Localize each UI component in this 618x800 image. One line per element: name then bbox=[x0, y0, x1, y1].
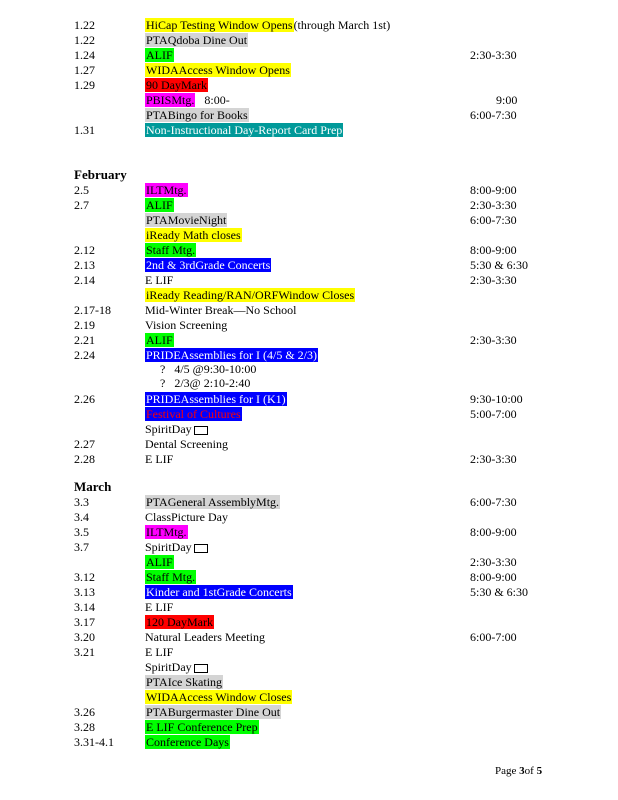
event-date: 2.21 bbox=[74, 333, 95, 347]
event-date: 2.5 bbox=[74, 183, 89, 197]
event-title: ClassPicture Day bbox=[145, 510, 228, 524]
event-title: ALIF bbox=[146, 555, 173, 569]
event-title: PBISMtg. bbox=[146, 93, 195, 107]
event-date: 3.31-4.1 bbox=[74, 735, 114, 749]
month-heading: February bbox=[74, 167, 127, 182]
calendar-row bbox=[0, 33, 618, 48]
calendar-row bbox=[0, 348, 618, 363]
event-date: 3.5 bbox=[74, 525, 89, 539]
calendar-row bbox=[0, 525, 618, 540]
page-number bbox=[495, 765, 542, 777]
event-title: HiCap Testing Window Opens bbox=[146, 18, 293, 32]
calendar-row bbox=[0, 555, 618, 570]
event-date: 2.24 bbox=[74, 348, 95, 362]
calendar-row bbox=[0, 510, 618, 525]
event-title: Vision Screening bbox=[145, 318, 228, 332]
calendar-row bbox=[0, 318, 618, 333]
calendar-row bbox=[0, 407, 618, 422]
event-time: 6:00-7:30 bbox=[470, 108, 517, 122]
event-title: SpiritDay bbox=[145, 422, 192, 436]
event-time: 9:30-10:00 bbox=[470, 392, 523, 406]
event-time: 8:00-9:00 bbox=[470, 183, 517, 197]
event-time: 2:30-3:30 bbox=[470, 452, 517, 466]
event-date: 3.26 bbox=[74, 705, 95, 719]
calendar-row bbox=[0, 362, 618, 377]
calendar-row bbox=[0, 675, 618, 690]
event-title: E LIF Conference Prep bbox=[146, 720, 258, 734]
event-title: ALIF bbox=[146, 198, 173, 212]
calendar-row bbox=[0, 183, 618, 198]
event-date: 1.31 bbox=[74, 123, 95, 137]
event-time: 6:00-7:30 bbox=[470, 495, 517, 509]
event-title: PTAMovieNight bbox=[146, 213, 227, 227]
month-heading: March bbox=[74, 479, 112, 494]
event-title: SpiritDay bbox=[145, 540, 192, 554]
calendar-row bbox=[0, 48, 618, 63]
event-time: 2:30-3:30 bbox=[470, 48, 517, 62]
event-title: Kinder and 1stGrade Concerts bbox=[146, 585, 292, 599]
calendar-row bbox=[0, 392, 618, 407]
event-date: 1.22 bbox=[74, 18, 95, 32]
event-date: 3.4 bbox=[74, 510, 89, 524]
event-title: E LIF bbox=[145, 273, 174, 287]
event-time: 9:00 bbox=[496, 93, 518, 107]
event-title: E LIF bbox=[145, 645, 174, 659]
calendar-row bbox=[0, 333, 618, 348]
page-label: Page bbox=[495, 765, 520, 777]
event-title: PRIDEAssemblies for I (K1) bbox=[146, 392, 286, 406]
event-date: 2.27 bbox=[74, 437, 95, 451]
calendar-row bbox=[0, 690, 618, 705]
event-date: 2.12 bbox=[74, 243, 95, 257]
event-title: ILTMtg. bbox=[146, 525, 187, 539]
event-title: WIDAAccess Window Closes bbox=[146, 690, 292, 704]
event-date: 2.7 bbox=[74, 198, 89, 212]
bullet-item: ? 2/3@ 2:10-2:40 bbox=[160, 376, 251, 390]
event-date: 2.14 bbox=[74, 273, 95, 287]
calendar-row bbox=[0, 123, 618, 138]
box-icon bbox=[194, 664, 208, 673]
calendar-row bbox=[0, 422, 618, 437]
calendar-row bbox=[0, 570, 618, 585]
event-time: 5:30 & 6:30 bbox=[470, 258, 529, 272]
event-date: 1.27 bbox=[74, 63, 95, 77]
calendar-row bbox=[0, 18, 618, 33]
calendar-row bbox=[0, 495, 618, 510]
calendar-row bbox=[0, 273, 618, 288]
calendar-row bbox=[0, 288, 618, 303]
calendar-row bbox=[0, 615, 618, 630]
calendar-row bbox=[0, 660, 618, 675]
event-title: E LIF bbox=[145, 600, 174, 614]
event-date: 3.28 bbox=[74, 720, 95, 734]
calendar-row bbox=[0, 258, 618, 273]
event-time: 8:00-9:00 bbox=[470, 525, 517, 539]
event-title: PTAQdoba Dine Out bbox=[146, 33, 248, 47]
event-date: 3.12 bbox=[74, 570, 95, 584]
event-note: 8:00- bbox=[195, 93, 230, 107]
event-time: 2:30-3:30 bbox=[470, 555, 517, 569]
event-title: Dental Screening bbox=[145, 437, 228, 451]
event-title: PTAIce Skating bbox=[146, 675, 223, 689]
box-icon bbox=[194, 544, 208, 553]
current-page: 3 bbox=[519, 765, 525, 777]
calendar-row bbox=[0, 705, 618, 720]
calendar-row bbox=[0, 452, 618, 467]
calendar-row bbox=[0, 108, 618, 123]
calendar-row bbox=[0, 600, 618, 615]
calendar-row bbox=[0, 303, 618, 318]
event-time: 2:30-3:30 bbox=[470, 198, 517, 212]
event-date: 2.13 bbox=[74, 258, 95, 272]
event-date: 3.21 bbox=[74, 645, 95, 659]
calendar-row bbox=[0, 735, 618, 750]
calendar-row bbox=[0, 78, 618, 93]
event-title: Mid-Winter Break—No School bbox=[145, 303, 297, 317]
event-title: SpiritDay bbox=[145, 660, 192, 674]
event-title: PTABingo for Books bbox=[146, 108, 248, 122]
calendar-row bbox=[0, 585, 618, 600]
event-title: ALIF bbox=[146, 333, 173, 347]
event-title: 120 DayMark bbox=[146, 615, 213, 629]
event-date: 2.26 bbox=[74, 392, 95, 406]
event-title: Staff Mtg. bbox=[146, 243, 196, 257]
event-time: 6:00-7:00 bbox=[470, 630, 517, 644]
box-icon bbox=[194, 426, 208, 435]
calendar-row bbox=[0, 243, 618, 258]
event-time: 8:00-9:00 bbox=[470, 243, 517, 257]
event-title: 90 DayMark bbox=[146, 78, 207, 92]
event-title: PRIDEAssemblies for I (4/5 & 2/3) bbox=[146, 348, 317, 362]
event-time: 2:30-3:30 bbox=[470, 273, 517, 287]
event-date: 2.28 bbox=[74, 452, 95, 466]
calendar-row bbox=[0, 630, 618, 645]
event-date: 3.7 bbox=[74, 540, 89, 554]
calendar-row bbox=[0, 437, 618, 452]
event-title: ALIF bbox=[146, 48, 173, 62]
event-title: PTABurgermaster Dine Out bbox=[146, 705, 281, 719]
event-date: 2.19 bbox=[74, 318, 95, 332]
event-time: 8:00-9:00 bbox=[470, 570, 517, 584]
calendar-row bbox=[0, 540, 618, 555]
event-date: 1.29 bbox=[74, 78, 95, 92]
event-date: 2.17-18 bbox=[74, 303, 111, 317]
event-date: 3.20 bbox=[74, 630, 95, 644]
event-title: Festival of Cultures bbox=[146, 407, 241, 421]
event-title: PTAGeneral AssemblyMtg. bbox=[146, 495, 280, 509]
event-time: 5:00-7:00 bbox=[470, 407, 517, 421]
event-date: 3.3 bbox=[74, 495, 89, 509]
event-time: 6:00-7:30 bbox=[470, 213, 517, 227]
event-note: (through March 1st) bbox=[293, 18, 391, 32]
event-title: Staff Mtg. bbox=[146, 570, 196, 584]
calendar-row bbox=[0, 376, 618, 391]
event-title: iReady Reading/RAN/ORFWindow Closes bbox=[146, 288, 355, 302]
calendar-row bbox=[0, 63, 618, 78]
event-time: 2:30-3:30 bbox=[470, 333, 517, 347]
calendar-row bbox=[0, 93, 618, 108]
calendar-row bbox=[0, 720, 618, 735]
event-title: WIDAAccess Window Opens bbox=[146, 63, 290, 77]
event-title: 2nd & 3rdGrade Concerts bbox=[146, 258, 271, 272]
event-date: 1.24 bbox=[74, 48, 95, 62]
calendar-row bbox=[0, 228, 618, 243]
event-title: Non-Instructional Day-Report Card Prep bbox=[146, 123, 343, 137]
event-title: E LIF bbox=[145, 452, 174, 466]
calendar-row bbox=[0, 213, 618, 228]
calendar-row bbox=[0, 198, 618, 213]
event-title: ILTMtg. bbox=[146, 183, 187, 197]
event-time: 5:30 & 6:30 bbox=[470, 585, 529, 599]
calendar-row bbox=[0, 645, 618, 660]
event-title: Conference Days bbox=[146, 735, 229, 749]
event-date: 3.14 bbox=[74, 600, 95, 614]
event-title: Natural Leaders Meeting bbox=[145, 630, 265, 644]
event-date: 3.17 bbox=[74, 615, 95, 629]
total-pages: 5 bbox=[536, 765, 543, 777]
bullet-item: ? 4/5 @9:30-10:00 bbox=[160, 362, 257, 376]
page-of-label: of bbox=[524, 765, 537, 777]
event-date: 1.22 bbox=[74, 33, 95, 47]
event-title: iReady Math closes bbox=[146, 228, 241, 242]
event-date: 3.13 bbox=[74, 585, 95, 599]
